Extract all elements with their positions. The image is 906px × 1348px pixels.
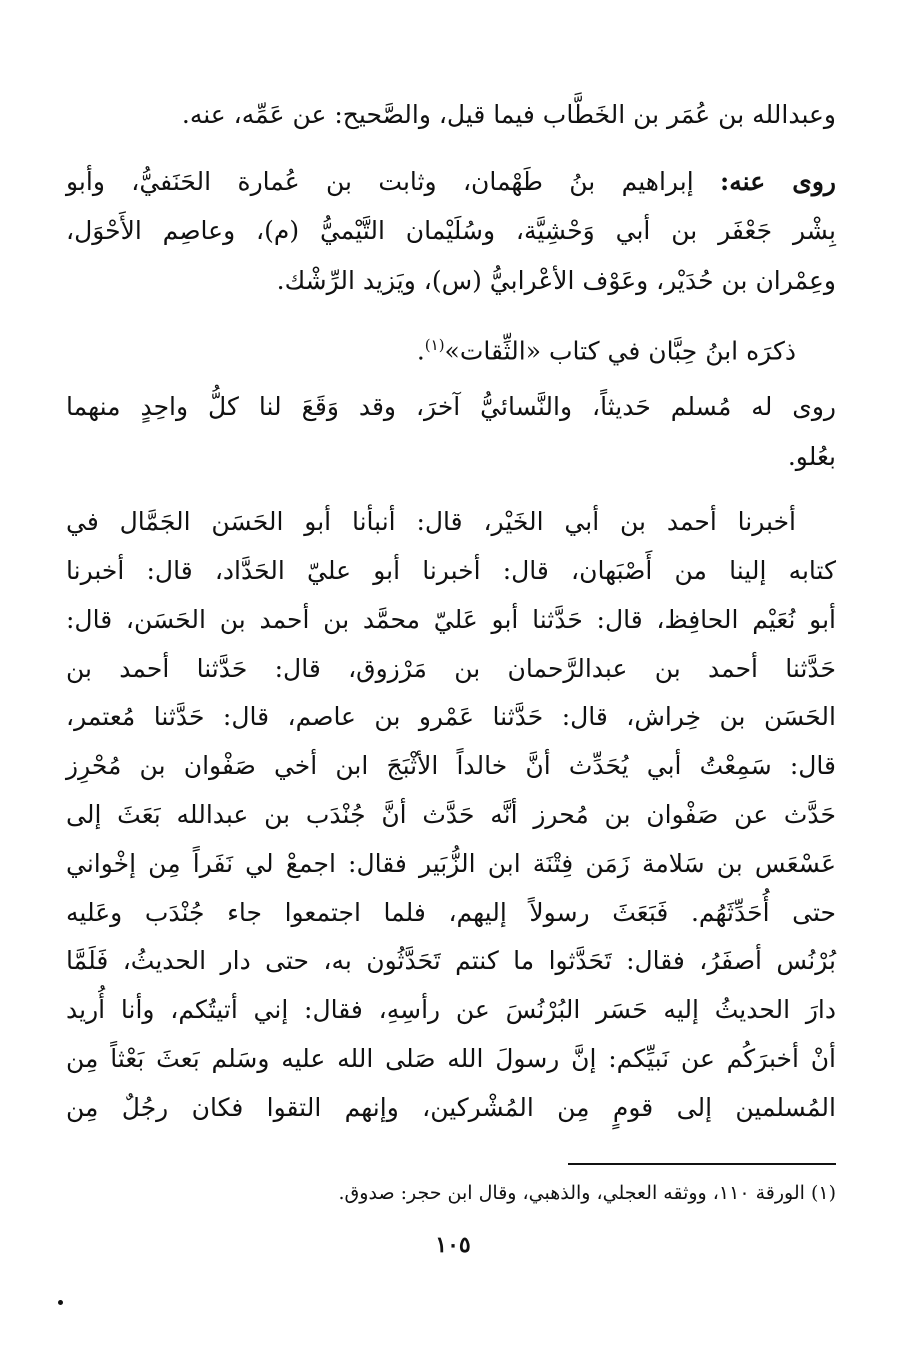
text-line-19: أنْ أخبرَكُم عن نَبيِّكم: إنَّ رسولَ الله صَلى الله عليه وسَلم بَعثَ بَعْثاً مِن — [66, 1044, 836, 1073]
text-line-11: حَدَّثنا أحمد بن عبدالرَّحمان بن مَرْزوق، قال: حَدَّثنا أحمد بن — [66, 654, 836, 683]
text-line-10: أبو نُعَيْم الحافِظ، قال: حَدَّثنا أبو عَليّ محمَّد بن أحمد بن الحَسَن، قال: — [66, 605, 836, 634]
footnote-reference: (١) — [424, 336, 445, 354]
text-line-18: دارَ الحديثُ إليه حَسَر البُرْنُسَ عن رأسِهِ، فقال: إني أتيتُكم، وأنا أُريد — [66, 995, 836, 1024]
text-line-8: أخبرنا أحمد بن أبي الخَيْر، قال: أنبأنا أبو الحَسَن الجَمَّال في — [66, 507, 796, 536]
text-line-6: روى له مُسلم حَديثاً، والنَّسائيُّ آخرَ، وقد وَقَعَ لنا كلُّ واحِدٍ منهما — [66, 392, 837, 421]
text-line-14: حَدَّث عن صَفْوان بن مُحرز أنَّه حَدَّث أنَّ جُنْدَب بن عبدالله بَعَثَ إلى — [66, 800, 836, 829]
footnote-separator — [568, 1163, 836, 1165]
text-line-4: وعِمْران بن حُدَيْر، وعَوْف الأعْرابيُّ (س)، ويَزيد الرِّشْك. — [276, 266, 836, 295]
text-line-15: عَسْعَس بن سَلامة زَمَن فِتْنَة ابن الزُّبَير فقال: اجمعْ لي نَفَراً مِن إخْواني — [66, 849, 836, 878]
footnote: (١) الورقة ١١٠، ووثقه العجلي، والذهبي، وقال ابن حجر: صدوق. — [338, 1182, 836, 1204]
text-line-12: الحَسَن بن خِراش، قال: حَدَّثنا عَمْرو بن عاصم، قال: حَدَّثنا مُعتمر، — [66, 702, 836, 731]
narrators-from-him-label: روى عنه: — [720, 167, 836, 196]
text-line-2-body: إبراهيم بنُ طَهْمان، وثابت بن عُمارة الحَنَفيُّ، وأبو — [66, 167, 694, 196]
text-line-5 — [66, 326, 836, 370]
text-line-13: قال: سَمِعْتُ أبي يُحَدِّث أنَّ خالداً الأثْبَجَ ابن أخي صَفْوان بن مُحْرِز — [66, 751, 836, 780]
page-number: ١٠٥ — [435, 1232, 471, 1258]
stray-dot-mark — [58, 1300, 63, 1305]
sentence-end: . — [416, 336, 425, 366]
text-line-3: بِشْر جَعْفَر بن أبي وَحْشِيَّة، وسُلَيْمان التَّيْميُّ (م)، وعاصِم الأَحْوَل، — [66, 216, 836, 245]
text-line-20: المُسلمين إلى قومٍ مِن المُشْركين، وإنهم التقوا فكان رجُلٌ مِن — [66, 1093, 836, 1122]
text-line-9: كتابه إلينا من أَصْبَهان، قال: أخبرنا أبو عليّ الحَدَّاد، قال: أخبرنا — [66, 556, 836, 585]
text-line-7: بعُلو. — [787, 442, 836, 471]
text-line-17: بُرْنُس أصفَرُ، فقال: تَحَدَّثوا ما كنتم تَحَدَّثُون به، حتى دار الحديثُ، فَلَمَّا — [66, 946, 836, 975]
text-line-16: حتى أُحَدِّثَهُم. فَبَعَثَ رسولاً إليهم، فلما اجتمعوا جاء جُنْدَب وعَليه — [66, 898, 837, 927]
text-line-5-body: ذكرَه ابنُ حِبَّان في كتاب «الثِّقات» — [444, 336, 796, 366]
text-line-2 — [66, 163, 836, 201]
text-line-1: وعبدالله بن عُمَر بن الخَطَّاب فيما قيل، والصَّحيح: عن عَمِّه، عنه. — [181, 100, 836, 129]
